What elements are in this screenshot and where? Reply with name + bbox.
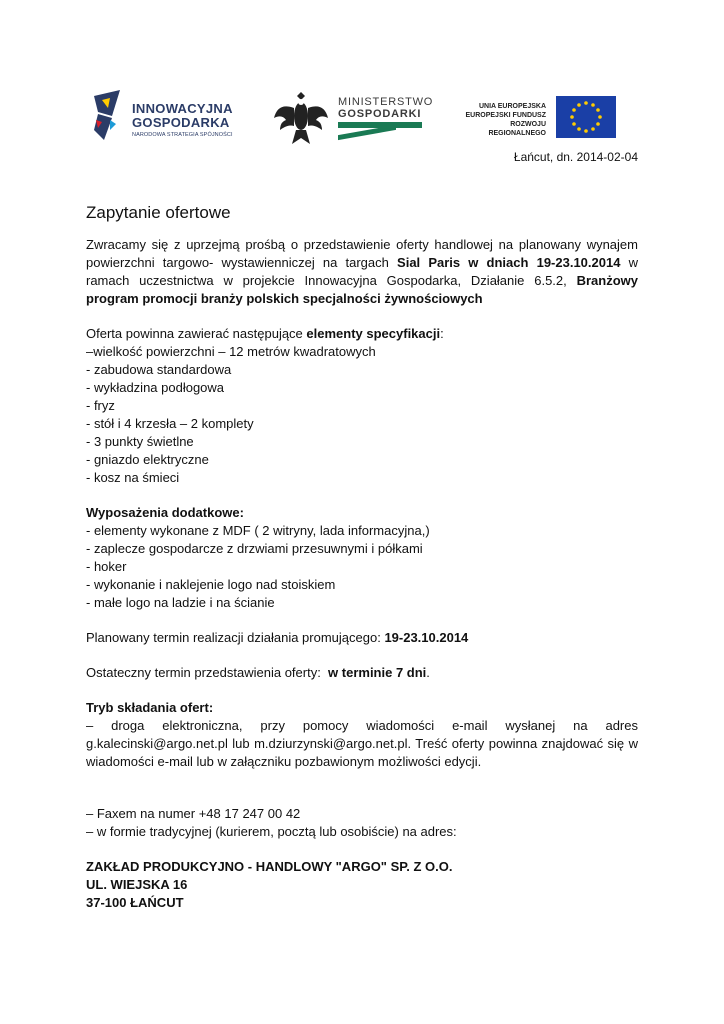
spec-list	[86, 343, 638, 487]
ig-subtitle: NARODOWA STRATEGIA SPÓJNOŚCI	[132, 132, 233, 138]
offer-deadline-value: w terminie 7 dni	[328, 665, 427, 680]
page-title: Zapytanie ofertowe	[86, 203, 231, 222]
intro-program-name: Branżowy program promocji branży polskich specjalności żywnościowych	[86, 273, 638, 306]
list-item: - elementy wykonane z MDF ( 2 witryny, lada informacyjna,)	[86, 523, 430, 538]
extra-heading: Wyposażenia dodatkowe:	[86, 505, 244, 520]
ue-line1: UNIA EUROPEJSKA	[478, 103, 546, 110]
spec-lead-text: Oferta powinna zawierać następujące	[86, 326, 307, 341]
planned-term-value: 19-23.10.2014	[384, 630, 469, 645]
list-item: - wykładzina podłogowa	[86, 380, 225, 395]
intro-paragraph	[86, 236, 638, 308]
intro-text-2: w ramach uczestnictwa w projekcie Innowacyjna Gospodarka, Działanie 6.5.2,	[86, 255, 638, 288]
extra-list	[86, 522, 638, 612]
eu-flag-icon	[556, 96, 616, 138]
list-item: –wielkość powierzchni – 12 metrów kwadratowych	[86, 344, 376, 359]
submission-post: – w formie tradycyjnej (kurierem, pocztą lub osobiście) na adres:	[86, 824, 457, 839]
address-line: ZAKŁAD PRODUKCYJNO - HANDLOWY "ARGO" SP. Z O.O.	[86, 859, 453, 874]
list-item: - małe logo na ladzie i na ścianie	[86, 595, 275, 610]
ue-line2: EUROPEJSKI FUNDUSZ	[465, 112, 546, 119]
planned-term	[86, 629, 638, 647]
offer-deadline-label: Ostateczny termin przedstawienia oferty:	[86, 665, 329, 680]
mg-title	[338, 96, 433, 120]
spec-lead-end: :	[440, 326, 444, 341]
list-item: - fryz	[86, 398, 115, 413]
eagle-emblem-icon	[272, 88, 330, 150]
mg-line2: GOSPODARKI	[338, 108, 422, 120]
offer-deadline-end: .	[426, 665, 430, 680]
ig-line2: GOSPODARKA	[132, 115, 230, 130]
submission-heading: Tryb składania ofert:	[86, 700, 214, 715]
mg-line1: MINISTERSTWO	[338, 96, 434, 108]
unia-europejska-logo	[452, 96, 616, 142]
header-logos	[86, 86, 638, 156]
list-item: - hoker	[86, 559, 127, 574]
company-address	[86, 858, 638, 912]
address-line: 37-100 ŁAŃCUT	[86, 895, 184, 910]
offer-deadline	[86, 664, 638, 682]
submission-email-text: – droga elektroniczna, przy pomocy wiadomości e-mail wysłanej na adres g.kalecinski@argo.net.pl lub m.dziurzynski@argo.net.pl. Treść oferty powinna znajdować się w wiadomości e-mail lub w załączniku pozbawionym możliwości edycji.	[86, 718, 638, 769]
ig-emblem-icon	[90, 90, 126, 142]
address-line: UL. WIEJSKA 16	[86, 877, 188, 892]
ig-title	[132, 102, 233, 130]
submission-fax: – Faxem na numer +48 17 247 00 42	[86, 806, 301, 821]
list-item: - zaplecze gospodarcze z drzwiami przesuwnymi i półkami	[86, 541, 423, 556]
spec-lead	[86, 325, 638, 343]
list-item: - gniazdo elektryczne	[86, 452, 209, 467]
list-item: - wykonanie i naklejenie logo nad stoiskiem	[86, 577, 336, 592]
list-item: - kosz na śmieci	[86, 470, 180, 485]
list-item: - 3 punkty świetlne	[86, 434, 194, 449]
spec-lead-bold: elementy specyfikacji	[306, 326, 441, 341]
planned-term-label: Planowany termin realizacji działania promującego:	[86, 630, 385, 645]
ue-title	[452, 102, 546, 138]
innowacyjna-gospodarka-logo	[90, 90, 260, 146]
ue-line3: ROZWOJU REGIONALNEGO	[488, 121, 546, 137]
list-item: - stół i 4 krzesła – 2 komplety	[86, 416, 254, 431]
document-body	[86, 236, 638, 912]
document-date: Łańcut, dn. 2014-02-04	[513, 150, 638, 164]
list-item: - zabudowa standardowa	[86, 362, 232, 377]
intro-event-dates: Sial Paris w dniach 19-23.10.2014	[397, 255, 621, 270]
ig-line1: INNOWACYJNA	[132, 101, 233, 116]
intro-text-1: Zwracamy się z uprzejmą prośbą o przedstawienie oferty handlowej na planowany wynajem powierzchni targowo- wystawienniczej na targach	[86, 237, 638, 270]
ministerstwo-gospodarki-logo	[272, 88, 432, 150]
